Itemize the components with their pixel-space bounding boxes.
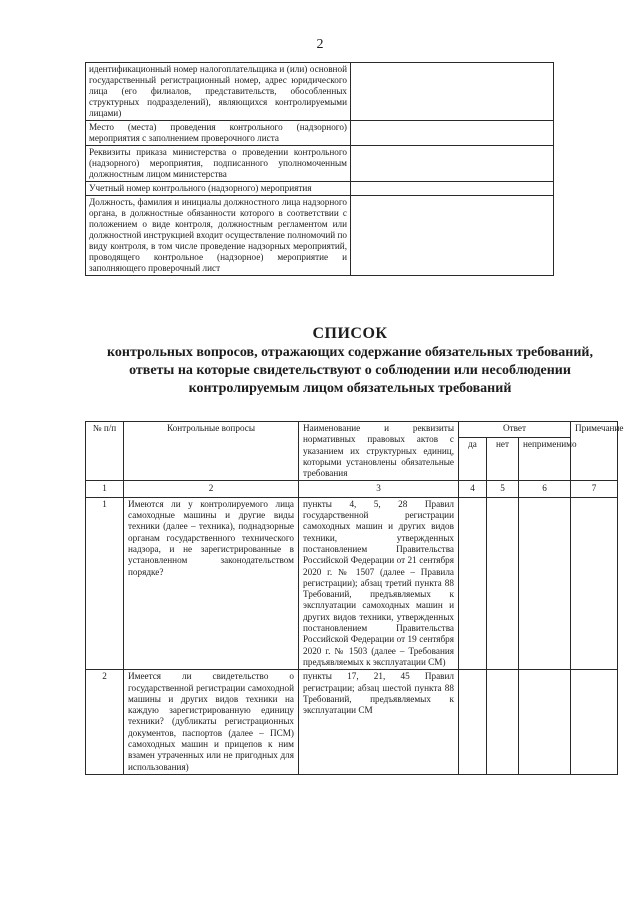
column-number: 7 <box>571 481 618 497</box>
info-value <box>351 121 554 146</box>
info-value <box>351 182 554 196</box>
title-heading: СПИСОК <box>312 325 388 342</box>
info-label: Учетный номер контрольного (надзорного) мероприятия <box>86 182 351 196</box>
info-label: Реквизиты приказа министерства о проведении контрольного (надзорного) мероприятия, подписанного уполномоченным должностным лицом министерства <box>86 146 351 182</box>
table-row <box>86 497 618 669</box>
row-num: 1 <box>86 497 124 669</box>
header-questions: Контрольные вопросы <box>124 422 299 481</box>
header-yes: да <box>459 438 487 481</box>
page-number: 2 <box>316 37 324 52</box>
info-row <box>86 63 554 121</box>
row-question: Имеется ли свидетельство о государственной регистрации самоходной машины и других видов техники на каждую зарегистрированную единицу техники? (дубликаты регистрационных документов, паспортов (далее – ПСМ) самоходных машин и прицепов к ним взамен утраченных или не пригодных для использования) <box>124 670 299 775</box>
info-label: идентификационный номер налогоплательщика и (или) основной государственный регистрационный номер, адрес юридического лица (его филиалов, представительств, обособленных структурных подразделений), являющихся контролируемыми лицами) <box>86 63 351 121</box>
note-cell[interactable] <box>571 497 618 669</box>
column-number: 1 <box>86 481 124 497</box>
header-row <box>86 422 618 438</box>
info-value <box>351 196 554 276</box>
column-number: 3 <box>299 481 459 497</box>
header-note: Примечание <box>571 422 618 481</box>
header-acts: Наименование и реквизиты нормативных правовых актов с указанием их структурных единиц, которыми установлены обязательные требования <box>299 422 459 481</box>
column-number: 4 <box>459 481 487 497</box>
header-no: нет <box>487 438 519 481</box>
header-answer: Ответ <box>459 422 571 438</box>
title-subheading: контрольных вопросов, отражающих содержание обязательных требований, ответы на которые свидетельствуют о соблюдении или несоблюдении контролируемым лицом обязательных требований <box>107 345 593 396</box>
header-na: неприменимо <box>519 438 571 481</box>
answer-no-cell[interactable] <box>487 497 519 669</box>
table-row <box>86 670 618 775</box>
info-value <box>351 146 554 182</box>
answer-na-cell[interactable] <box>519 497 571 669</box>
info-value <box>351 63 554 121</box>
row-num: 2 <box>86 670 124 775</box>
row-acts: пункты 4, 5, 28 Правил государственной регистрации самоходных машин и других видов техники, утвержденных постановлением Правительства Российской Федерации от 21 сентября 2020 г. № 1507 (далее – Правила регистрации); абзац третий пункта 88 Требований, предъявляемых к эксплуатации самоходных машин и других видов техники, утвержденных постановлением Правительства Российской Федерации от 19 сентября 2020 г. № 1503 (далее – Требования предъявляемых к эксплуатации СМ) <box>299 497 459 669</box>
info-label: Место (места) проведения контрольного (надзорного) мероприятия с заполнением проверочного листа <box>86 121 351 146</box>
note-cell[interactable] <box>571 670 618 775</box>
answer-yes-cell[interactable] <box>459 497 487 669</box>
answer-no-cell[interactable] <box>487 670 519 775</box>
document-title <box>100 324 600 398</box>
checklist-table <box>85 421 624 775</box>
info-row <box>86 146 554 182</box>
row-question: Имеются ли у контролируемого лица самоходные машины и другие виды техники (далее – техника), поднадзорные органам государственного технического надзора, и не зарегистрированные в установленном законодательством порядке? <box>124 497 299 669</box>
info-row <box>86 196 554 276</box>
info-row <box>86 182 554 196</box>
column-number-row <box>86 481 618 497</box>
answer-yes-cell[interactable] <box>459 670 487 775</box>
column-number: 6 <box>519 481 571 497</box>
info-table <box>85 62 554 276</box>
info-row <box>86 121 554 146</box>
row-acts: пункты 17, 21, 45 Правил регистрации; абзац шестой пункта 88 Требований, предъявляемых к эксплуатации СМ <box>299 670 459 775</box>
header-num: № п/п <box>86 422 124 481</box>
answer-na-cell[interactable] <box>519 670 571 775</box>
info-label: Должность, фамилия и инициалы должностного лица надзорного органа, в должностные обязанности которого в соответствии с положением о виде контроля, должностным регламентом или должностной инструкцией входит осуществление полномочий по виду контроля, в том числе проведение надзорных мероприятий, проводящего контрольное (надзорное) мероприятие и заполняющего проверочный лист <box>86 196 351 276</box>
column-number: 2 <box>124 481 299 497</box>
column-number: 5 <box>487 481 519 497</box>
